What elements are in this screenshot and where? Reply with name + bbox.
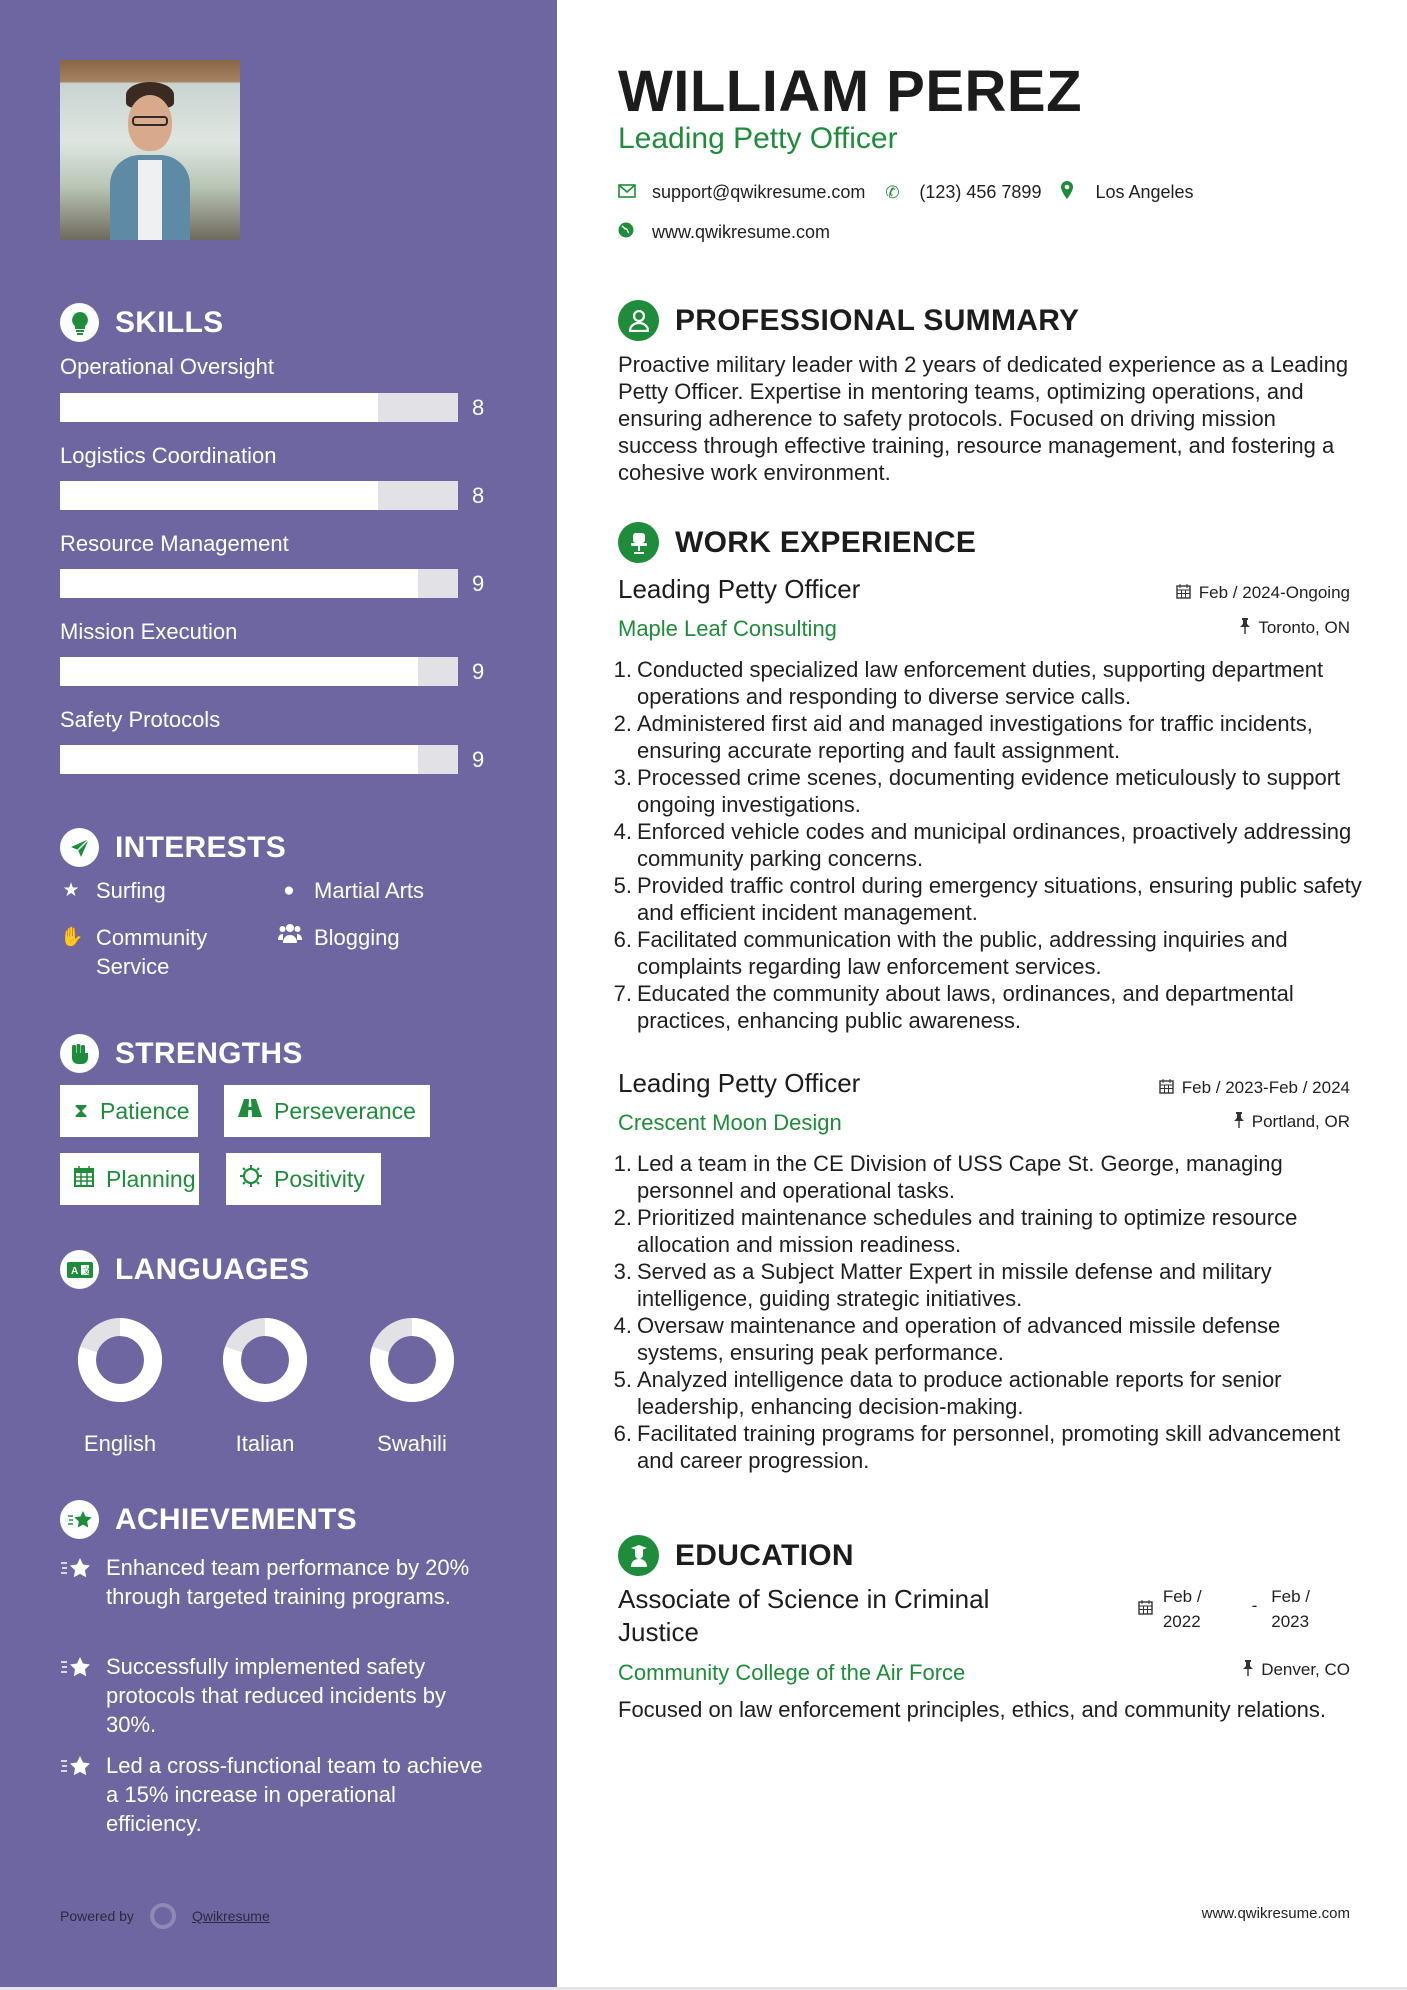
- contact-row: [618, 222, 850, 243]
- user-icon: [618, 300, 659, 341]
- skill-bar: [60, 569, 458, 598]
- users-icon: [278, 923, 300, 952]
- interests-heading: [60, 828, 286, 867]
- skill-value: 9: [472, 659, 485, 684]
- bullet-item: 3. Served as a Subject Matter Expert in missile defense and military intelligence, guiding strategic initiatives.: [613, 1259, 1272, 1311]
- summary-title: PROFESSIONAL SUMMARY: [675, 303, 1080, 337]
- skill-value: 9: [472, 747, 485, 772]
- education-heading: [618, 1535, 854, 1576]
- globe-icon: [618, 222, 652, 243]
- language-item: [210, 1318, 320, 1457]
- powered-by-label: Powered by: [60, 1908, 134, 1924]
- bullet-item: 5. Provided traffic control during emergency situations, ensuring public safety and efficient incident management.: [613, 873, 1362, 925]
- language-label: English: [83, 1431, 157, 1456]
- education-description: Focused on law enforcement principles, ethics, and community relations.: [618, 1697, 1327, 1722]
- achievements-heading: [60, 1500, 357, 1539]
- footer-website-link[interactable]: www.qwikresume.com: [1201, 1905, 1350, 1922]
- bullet-item: 3. Processed crime scenes, documenting evidence meticulously to support ongoing investigations.: [613, 765, 1341, 817]
- language-donut: [370, 1318, 454, 1402]
- skills-title: SKILLS: [115, 305, 224, 339]
- job-title: Leading Petty Officer: [618, 574, 861, 604]
- skill-label: Safety Protocols: [60, 707, 221, 732]
- skill-label: Logistics Coordination: [60, 443, 277, 468]
- calendar-icon: [1138, 1597, 1153, 1622]
- strength-chip: ⧗ Patience: [60, 1085, 198, 1137]
- job-dates: Feb / 2023-Feb / 2024: [1159, 1078, 1350, 1098]
- job-location: Toronto, ON: [1240, 618, 1350, 638]
- road-icon: [238, 1099, 262, 1123]
- languages-title: LANGUAGES: [115, 1252, 310, 1286]
- education-dates: Feb / 2022 - Feb / 2023: [1138, 1584, 1310, 1634]
- qwikresume-logo-icon: [150, 1903, 176, 1929]
- summary-text: Proactive military leader with 2 years of dedicated experience as a Leading Petty Officer. Expertise in mentoring teams, optimizing operations, and ensuring adherence to safety protocols. Focused on driving mission success through effective training, resource management, and fostering a cohesive work environment.: [618, 352, 1349, 485]
- language-icon: [60, 1250, 99, 1289]
- job-location: Portland, OR: [1234, 1112, 1350, 1132]
- skill-label: Resource Management: [60, 531, 289, 556]
- qwikresume-link[interactable]: Qwikresume: [191, 1908, 270, 1924]
- fist-icon: [60, 1034, 99, 1073]
- skill-label: Mission Execution: [60, 619, 238, 644]
- svg-text:文: 文: [81, 1265, 91, 1276]
- language-item: [65, 1318, 175, 1457]
- language-donut: [223, 1318, 307, 1402]
- bullet-item: 6. Facilitated training programs for personnel, promoting skill advancement and career progression.: [613, 1421, 1341, 1473]
- shooting-star-icon: [60, 1652, 94, 1739]
- skill-bar: [60, 657, 458, 686]
- svg-text:A: A: [70, 1265, 78, 1277]
- skills-heading: [60, 303, 223, 342]
- experience-title: WORK EXPERIENCE: [675, 525, 977, 559]
- envelope-icon: [618, 183, 652, 203]
- skill-bar: [60, 745, 458, 774]
- interest-item: Blogging: [278, 923, 400, 952]
- achievement-item: Successfully implemented safety protocols that reduced incidents by 30%.: [60, 1652, 490, 1739]
- hourglass-icon: ⧗: [74, 1099, 89, 1122]
- graduate-icon: [618, 1535, 659, 1576]
- website-link[interactable]: www.qwikresume.com: [652, 222, 831, 242]
- bullet-item: 2. Administered first aid and managed investigations for traffic incidents, ensuring accurate reporting and fault assignment.: [613, 711, 1313, 763]
- hand-icon: ✋: [60, 927, 84, 948]
- calendar-icon: [1159, 1078, 1174, 1098]
- job-title: Leading Petty Officer: [618, 1068, 861, 1098]
- achievements-title: ACHIEVEMENTS: [115, 1502, 357, 1536]
- globe-icon: ●: [283, 880, 295, 901]
- company-name: Maple Leaf Consulting: [618, 616, 837, 641]
- pushpin-icon: [1243, 1660, 1253, 1680]
- strengths-title: STRENGTHS: [115, 1036, 303, 1070]
- skill-value: 9: [472, 571, 485, 596]
- email-link[interactable]: support@qwikresume.com: [652, 182, 866, 202]
- calendar-icon: [1176, 583, 1191, 603]
- main-content: [557, 0, 1407, 1990]
- pushpin-icon: [1240, 618, 1250, 638]
- bullet-item: 1. Led a team in the CE Division of USS Cape St. George, managing personnel and operational tasks.: [613, 1151, 1283, 1203]
- interest-item: ✋ Community Service: [60, 925, 208, 979]
- pushpin-icon: [1234, 1112, 1244, 1132]
- experience-heading: [618, 522, 976, 563]
- strength-chip: Positivity: [226, 1153, 381, 1205]
- school-name: Community College of the Air Force: [618, 1660, 966, 1685]
- powered-by: [60, 1903, 270, 1929]
- sun-icon: [240, 1165, 262, 1193]
- achievement-item: Enhanced team performance by 20% through targeted training programs.: [60, 1553, 490, 1611]
- shooting-star-icon: [60, 1553, 94, 1611]
- job-bullets: [613, 1150, 1363, 1474]
- profile-photo: [60, 60, 240, 240]
- interests-title: INTERESTS: [115, 830, 287, 864]
- interest-item: ● Martial Arts: [278, 876, 424, 905]
- degree-title: Associate of Science in Criminal Justice: [618, 1584, 990, 1647]
- languages-heading: [60, 1250, 309, 1289]
- bullet-item: 6. Facilitated communication with the public, addressing inquiries and complaints regarding law enforcement services.: [613, 927, 1288, 979]
- phone-icon: ✆: [885, 182, 900, 202]
- achievement-item: Led a cross-functional team to achieve a 15% increase in operational efficiency.: [60, 1751, 490, 1838]
- shooting-star-icon: [60, 1500, 99, 1539]
- calendar-icon: [74, 1165, 94, 1193]
- language-item: [357, 1318, 467, 1457]
- language-label: Italian: [235, 1431, 295, 1456]
- sidebar: [0, 0, 557, 1990]
- education-title: EDUCATION: [675, 1538, 854, 1572]
- contact-row: [618, 181, 1214, 204]
- star-icon: ★: [62, 880, 80, 901]
- language-donut: [78, 1318, 162, 1402]
- lightbulb-icon: [60, 303, 99, 342]
- skill-bar: [60, 393, 458, 422]
- bullet-item: 4. Oversaw maintenance and operation of advanced missile defense systems, ensuring peak performance.: [613, 1313, 1281, 1365]
- candidate-name: WILLIAM PEREZ: [618, 59, 1083, 124]
- interest-item: ★ Surfing: [60, 876, 166, 905]
- office-chair-icon: [618, 522, 659, 563]
- skill-bar: [60, 481, 458, 510]
- paper-plane-icon: [60, 828, 99, 867]
- skill-value: 8: [472, 395, 485, 420]
- map-pin-icon: [1061, 181, 1095, 204]
- bullet-item: 1. Conducted specialized law enforcement duties, supporting department operations and responding to diverse service calls.: [613, 657, 1324, 709]
- strength-chip: Perseverance: [224, 1085, 430, 1137]
- language-label: Swahili: [377, 1431, 447, 1456]
- company-name: Crescent Moon Design: [618, 1110, 842, 1135]
- bullet-item: 4. Enforced vehicle codes and municipal ordinances, proactively addressing community parking concerns.: [613, 819, 1352, 871]
- phone-text: (123) 456 7899: [919, 182, 1042, 202]
- job-dates: Feb / 2024-Ongoing: [1176, 583, 1350, 603]
- candidate-title: Leading Petty Officer: [618, 122, 898, 155]
- skill-value: 8: [472, 483, 485, 508]
- bullet-item: 7. Educated the community about laws, ordinances, and departmental practices, enhancing public awareness.: [613, 981, 1294, 1033]
- shooting-star-icon: [60, 1751, 94, 1838]
- summary-heading: [618, 300, 1079, 341]
- bullet-item: 5. Analyzed intelligence data to produce actionable reports for senior leadership, enhancing decision-making.: [613, 1367, 1282, 1419]
- strengths-heading: [60, 1034, 303, 1073]
- strength-chip: Planning: [60, 1153, 199, 1205]
- location-text: Los Angeles: [1095, 182, 1194, 202]
- education-location: Denver, CO: [1243, 1660, 1350, 1680]
- bullet-item: 2. Prioritized maintenance schedules and training to optimize resource allocation and mission readiness.: [613, 1205, 1298, 1257]
- job-bullets: [613, 656, 1363, 1034]
- skill-label: Operational Oversight: [60, 354, 274, 379]
